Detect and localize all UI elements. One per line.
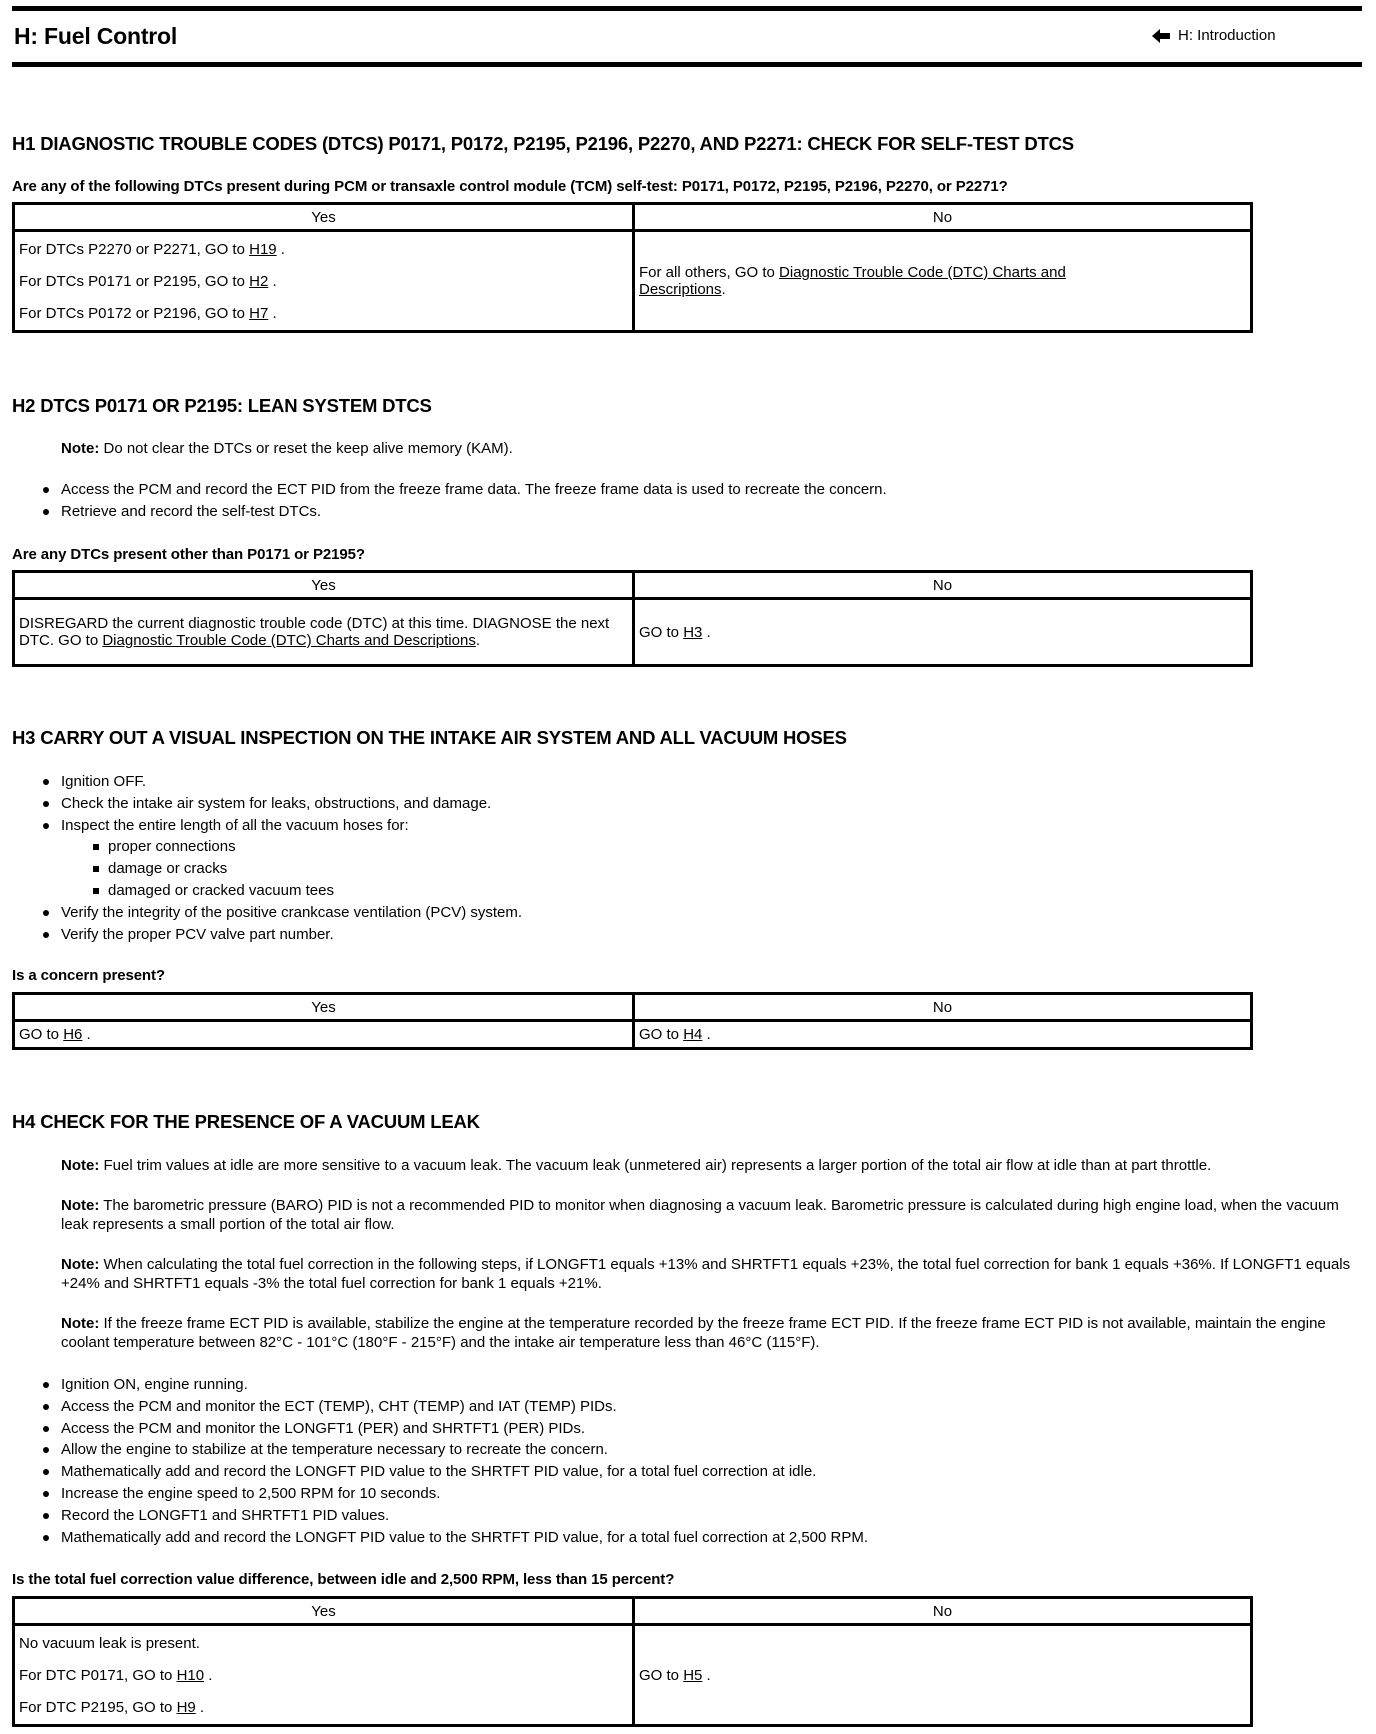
link-h6[interactable]: H6 xyxy=(63,1026,83,1043)
bullet-text: Verify the integrity of the positive crankcase ventilation (PCV) system. xyxy=(61,903,523,921)
yes-text: For DTCs P0171 or P2195, GO to xyxy=(19,272,250,290)
bullet-icon xyxy=(43,823,49,829)
note-text: Fuel trim values at idle are more sensitive to a vacuum leak. The vacuum leak (unmetered air) represents a larger portion of the total air flow at idle than at part throttle. xyxy=(99,1157,1212,1174)
yes-text-end: . xyxy=(475,632,480,649)
bullet-text: Ignition OFF. xyxy=(61,773,147,790)
bullet-item xyxy=(12,479,887,501)
yes-cell xyxy=(14,1021,634,1049)
arrow-left-icon xyxy=(1152,29,1172,43)
bullet-item xyxy=(12,1396,868,1418)
bullet-text: Access the PCM and monitor the LONGFT1 (PER) and SHRTFT1 (PER) PIDs. xyxy=(61,1419,586,1437)
link-h3[interactable]: H3 xyxy=(683,623,703,641)
yes-line xyxy=(19,1657,628,1694)
step-h4-table xyxy=(12,1596,1253,1727)
square-bullet-icon xyxy=(93,888,99,894)
step-h1-question: Are any of the following DTCs present during PCM or transaxle control module (TCM) self-test: P0171, P0172, P2195, P2196, P2270, or P2271? xyxy=(12,178,1008,195)
note-text: When calculating the total fuel correction in the following steps, if LONGFT1 equals +13% and SHRTFT1 equals +23%, the total fuel correction for bank 1 equals +36%. If LONGFT1 equals +24% and SHRTFT1 equals -3% the total fuel correction for bank 1 equals +21%. xyxy=(61,1256,1351,1292)
step-h3-heading: H3 CARRY OUT A VISUAL INSPECTION ON THE INTAKE AIR SYSTEM AND ALL VACUUM HOSES xyxy=(12,727,847,748)
bullet-item xyxy=(12,501,887,523)
step-h4-heading: H4 CHECK FOR THE PRESENCE OF A VACUUM LEAK xyxy=(12,1111,480,1132)
yes-text-end: . xyxy=(276,240,285,258)
yes-cell xyxy=(14,599,634,666)
bullet-text: damage or cracks xyxy=(108,860,228,878)
yes-text: For DTC P2195, GO to xyxy=(19,1698,177,1716)
header-bottom-rule xyxy=(12,62,1362,67)
bullet-text: Allow the engine to stabilize at the temperature necessary to recreate the concern. xyxy=(61,1441,608,1459)
yes-header: Yes xyxy=(14,994,634,1021)
step-h1-heading: H1 DIAGNOSTIC TROUBLE CODES (DTCS) P0171, P0172, P2195, P2196, P2270, AND P2271: CHECK FOR SELF-TEST DTCS xyxy=(12,133,1074,154)
bullet-item xyxy=(12,815,522,837)
bullet-text: Record the LONGFT1 and SHRTFT1 PID values. xyxy=(61,1506,390,1524)
bullet-item xyxy=(12,924,522,946)
bullet-text: proper connections xyxy=(108,838,236,856)
no-header: No xyxy=(634,572,1252,599)
note-label: Note: xyxy=(61,1315,100,1332)
bullet-text: Access the PCM and record the ECT PID from the freeze frame data. The freeze frame data is used to recreate the concern. xyxy=(61,481,887,498)
no-header: No xyxy=(634,994,1252,1021)
yes-cell xyxy=(14,231,634,332)
bullet-icon xyxy=(43,509,49,515)
bullet-item xyxy=(12,1418,868,1440)
step-h4-note xyxy=(61,1255,1361,1293)
bullet-text: damaged or cracked vacuum tees xyxy=(108,881,334,899)
step-h3-question: Is a concern present? xyxy=(12,967,165,984)
bullet-icon xyxy=(43,932,49,938)
note-text: Do not clear the DTCs or reset the keep alive memory (KAM). xyxy=(99,440,513,457)
yes-header: Yes xyxy=(14,1598,634,1625)
step-h2-bullets xyxy=(12,479,887,523)
no-cell xyxy=(634,231,1252,332)
sub-bullet-item xyxy=(12,858,522,880)
no-text: GO to xyxy=(639,623,684,641)
bullet-icon xyxy=(43,1382,49,1388)
yes-text-end: . xyxy=(195,1698,205,1716)
step-h2-question: Are any DTCs present other than P0171 or P2195? xyxy=(12,546,365,563)
no-header: No xyxy=(634,1598,1252,1625)
no-cell xyxy=(634,1021,1252,1049)
yes-line xyxy=(19,1694,628,1718)
bullet-item xyxy=(12,1461,868,1483)
step-h4-bullets xyxy=(12,1374,868,1548)
bullet-item xyxy=(12,1374,868,1396)
note-label: Note: xyxy=(61,440,100,457)
no-header: No xyxy=(634,204,1252,231)
bullet-text: Retrieve and record the self-test DTCs. xyxy=(61,502,322,520)
link-h19[interactable]: H19 xyxy=(249,240,277,258)
bullet-text: Ignition ON, engine running. xyxy=(61,1376,248,1393)
link-h4[interactable]: H4 xyxy=(683,1026,703,1043)
step-h4-note xyxy=(61,1196,1361,1234)
bullet-item xyxy=(12,1527,868,1549)
link-h2[interactable]: H2 xyxy=(249,272,269,290)
link-h5[interactable]: H5 xyxy=(683,1666,703,1684)
bullet-icon xyxy=(43,779,49,785)
note-label: Note: xyxy=(61,1157,100,1174)
yes-header: Yes xyxy=(14,204,634,231)
bullet-icon xyxy=(43,487,49,493)
step-h4-note xyxy=(61,1314,1361,1352)
yes-text-end: . xyxy=(268,304,277,322)
bullet-item xyxy=(12,771,522,793)
bullet-icon xyxy=(43,1426,49,1432)
note-text: The barometric pressure (BARO) PID is not a recommended PID to monitor when diagnosing a vacuum leak. Barometric pressure is calculated during high engine load, when the vacuum leak represents a small portion of the total air flow. xyxy=(61,1197,1339,1233)
note-label: Note: xyxy=(61,1256,100,1273)
yes-line xyxy=(19,239,628,263)
bullet-item xyxy=(12,1483,868,1505)
no-text: GO to xyxy=(639,1666,684,1684)
step-h1-table xyxy=(12,202,1253,333)
step-h2-table xyxy=(12,570,1253,667)
page-title: H: Fuel Control xyxy=(14,23,178,49)
yes-text-end: . xyxy=(82,1026,91,1043)
no-cell xyxy=(634,1625,1252,1726)
bullet-icon xyxy=(43,1404,49,1410)
bullet-icon xyxy=(43,910,49,916)
no-text: For all others, GO to xyxy=(639,264,780,281)
page-header xyxy=(12,11,1362,62)
yes-line xyxy=(19,263,628,300)
bullet-icon xyxy=(43,801,49,807)
sub-bullet-item xyxy=(12,880,522,902)
bullet-item xyxy=(12,1439,868,1461)
link-h9[interactable]: H9 xyxy=(176,1698,196,1716)
link-dtc-charts[interactable]: Diagnostic Trouble Code (DTC) Charts and Descriptions xyxy=(639,264,1066,298)
no-cell xyxy=(634,599,1252,666)
bullet-icon xyxy=(43,1491,49,1497)
bullet-item xyxy=(12,793,522,815)
link-h10[interactable]: H10 xyxy=(176,1666,205,1684)
bullet-icon xyxy=(43,1535,49,1541)
no-text-end: . xyxy=(721,281,726,298)
bullet-text: Increase the engine speed to 2,500 RPM for 10 seconds. xyxy=(61,1484,441,1502)
step-h2-note xyxy=(61,439,1361,458)
nav-link-introduction[interactable] xyxy=(1152,27,1276,44)
square-bullet-icon xyxy=(93,844,99,850)
step-h3-bullets xyxy=(12,771,522,945)
bullet-text: Access the PCM and monitor the ECT (TEMP), CHT (TEMP) and IAT (TEMP) PIDs. xyxy=(61,1397,617,1415)
nav-link-label: H: Introduction xyxy=(1178,27,1276,44)
bullet-text: Check the intake air system for leaks, obstructions, and damage. xyxy=(61,794,492,812)
yes-text: GO to xyxy=(19,1026,64,1043)
step-h4-note xyxy=(61,1156,1361,1175)
bullet-text: Inspect the entire length of all the vacuum hoses for: xyxy=(61,816,409,834)
yes-text-end: . xyxy=(204,1666,213,1684)
square-bullet-icon xyxy=(93,866,99,872)
bullet-icon xyxy=(43,1513,49,1519)
bullet-text: Verify the proper PCV valve part number. xyxy=(61,925,334,943)
bullet-text: Mathematically add and record the LONGFT PID value to the SHRTFT PID value, for a total fuel correction at 2,500 RPM. xyxy=(61,1528,869,1546)
link-dtc-charts[interactable]: Diagnostic Trouble Code (DTC) Charts and Descriptions xyxy=(102,632,476,649)
yes-text: For DTC P0171, GO to xyxy=(19,1666,177,1684)
note-text: If the freeze frame ECT PID is available, stabilize the engine at the temperature recorded by the freeze frame ECT PID. If the freeze frame ECT PID is not available, maintain the engine coolant temperature between 82°C - 101°C (180°F - 215°F) and the intake air temperature less than 46°C (115°F). xyxy=(61,1315,1326,1351)
document-page xyxy=(12,0,1362,67)
bullet-text: Mathematically add and record the LONGFT PID value to the SHRTFT PID value, for a total fuel correction at idle. xyxy=(61,1463,817,1481)
link-h7[interactable]: H7 xyxy=(249,304,269,322)
bullet-icon xyxy=(43,1447,49,1453)
no-text-end: . xyxy=(702,623,711,641)
yes-text: DISREGARD the current diagnostic trouble code (DTC) at this time. DIAGNOSE the next DTC. GO to xyxy=(19,615,610,649)
bullet-icon xyxy=(43,1469,49,1475)
yes-text: For DTCs P2270 or P2271, GO to xyxy=(19,240,250,258)
yes-header: Yes xyxy=(14,572,634,599)
yes-text: For DTCs P0172 or P2196, GO to xyxy=(19,304,250,322)
step-h4-question: Is the total fuel correction value difference, between idle and 2,500 RPM, less than 15 percent? xyxy=(12,1571,675,1588)
bullet-item xyxy=(12,902,522,924)
step-h3-table xyxy=(12,992,1253,1050)
yes-text: No vacuum leak is present. xyxy=(19,1634,200,1652)
yes-line xyxy=(19,300,628,324)
yes-text-end: . xyxy=(268,272,277,290)
bullet-item xyxy=(12,1505,868,1527)
yes-cell xyxy=(14,1625,634,1726)
sub-bullet-item xyxy=(12,836,522,858)
yes-line xyxy=(19,1633,628,1657)
no-text: GO to xyxy=(639,1026,684,1043)
no-text-end: . xyxy=(702,1666,711,1684)
no-text-end: . xyxy=(702,1026,711,1043)
step-h2-heading: H2 DTCS P0171 OR P2195: LEAN SYSTEM DTCS xyxy=(12,395,432,416)
note-label: Note: xyxy=(61,1197,100,1214)
